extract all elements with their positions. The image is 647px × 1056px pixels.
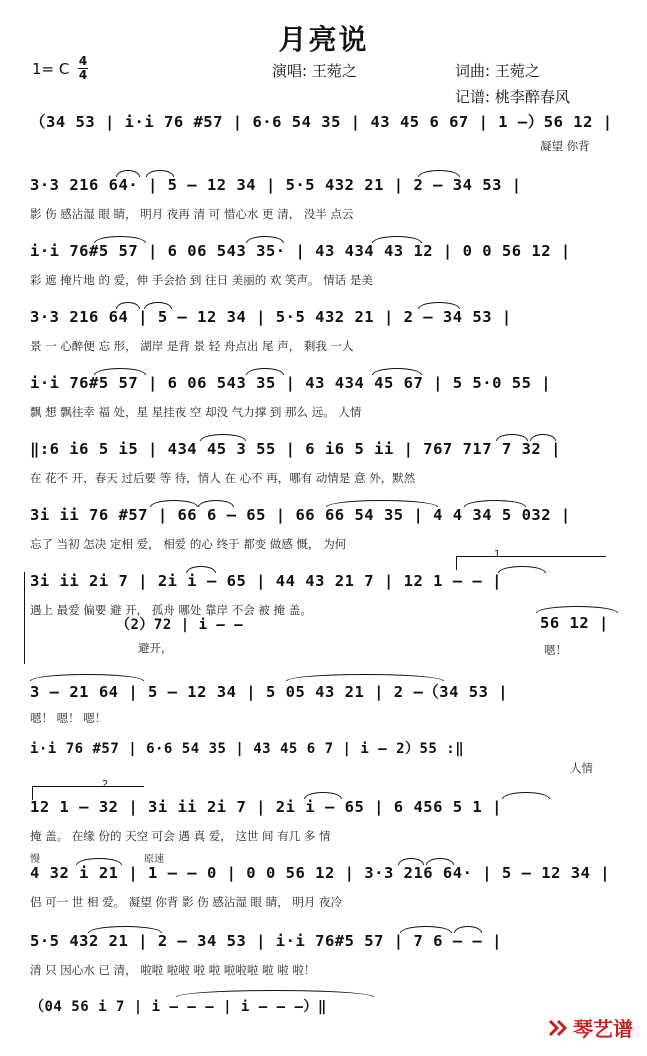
singer-credit: 演唱: 王菀之 [272, 62, 357, 80]
notation: i·i 76 #57 | 6·6 54 35 | 43 45 6 7 | i – 2）55 :‖ [30, 741, 465, 757]
tempo-slow-mark: 慢 [30, 854, 40, 865]
volta-second-line [32, 786, 144, 787]
notation: 3 – 21 64 | 5 – 12 34 | 5 05 43 21 | 2 –（34 53 | [30, 683, 509, 701]
volta-first-drop [456, 556, 457, 570]
notation: i·i 76#5 57 | 6 06 543 35 | 43 434 45 67 | 5 5·0 55 | [30, 374, 552, 392]
repeat-bracket [24, 572, 25, 664]
volta-second-number: 2 [102, 779, 109, 790]
composer-credit: 词曲: 王菀之 [455, 62, 540, 80]
notation: （04 56 i 7 | i – – – | i – – –）‖ [30, 999, 327, 1015]
notation: ‖:6 i6 5 i5 | 434 45 3 55 | 6 i6 5 ii | 767 717 7 32 | [30, 440, 561, 458]
notation-right: 56 12 | [540, 614, 609, 632]
lyric: 景 一 心醉便 忘 形， 湖岸 是背 景 轻 舟点出 尾 声， 剩我 一人 [30, 339, 354, 353]
tempo-original-mark: 原速 [144, 854, 164, 865]
notation: 3i ii 76 #57 | 66 6 – 65 | 66 66 54 35 | 4 4 34 5 032 | [30, 506, 571, 524]
lyric: 掩 盖。 在缘 份的 天空 可会 遇 真 爱， 这世 间 有几 多 情 [30, 829, 331, 843]
lyric: 避开， [138, 641, 173, 655]
notation: 3i ii 2i 7 | 2i i – 65 | 44 43 21 7 | 12 1 – – | [30, 572, 502, 590]
key-signature: 1= C [32, 60, 70, 78]
logo-text: 琴艺谱 [573, 1017, 633, 1041]
lyric-right: 嗯！ [544, 643, 567, 657]
notation: 5·5 432 21 | 2 – 34 53 | i·i 76#5 57 | 7 6 – – | [30, 932, 502, 950]
score-title: 月亮说 [278, 23, 369, 56]
time-signature-top: 4 [78, 54, 88, 68]
lyric: 影 伤 感沾湿 眼 睛， 明月 夜再 清 可 惜心水 更 清， 没半 点云 [30, 207, 354, 221]
time-signature [78, 56, 88, 81]
lyric: 遇上 最爱 偏要 避 开， 孤舟 哪处 靠岸 不会 被 掩 盖。 [30, 603, 312, 617]
lyric: 凝望 你背 [540, 139, 590, 153]
volta-first-number: 1 [494, 549, 501, 560]
lyric: 忘了 当初 怎决 定相 爱， 相爱 的心 终于 都变 做感 慨， 为何 [30, 537, 347, 551]
lyric: 清 只 因心水 已 清， 啦啦 啦啦 啦 啦 啦啦啦 啦 啦 啦！ [30, 963, 316, 977]
lyric: 人情 [570, 761, 593, 775]
site-logo [547, 1013, 633, 1042]
notation: 3·3 216 64 | 5 – 12 34 | 5·5 432 21 | 2 – 34 53 | [30, 308, 512, 326]
notation: 3·3 216 64· | 5 – 12 34 | 5·5 432 21 | 2 – 34 53 | [30, 176, 522, 194]
notation: 12 1 – 32 | 3i ii 2i 7 | 2i i – 65 | 6 456 5 1 | [30, 798, 502, 816]
lyric: 嗯！ 嗯！ 嗯！ [30, 711, 107, 725]
notation: （2）72 | i – – [116, 617, 244, 633]
time-signature-bottom: 4 [78, 68, 88, 82]
transcriber-credit: 记谱: 桃李醉春风 [455, 88, 570, 106]
lyric: 飘 想 飘往幸 福 处，星 星挂夜 空 却没 气力撑 到 那么 远。 人情 [30, 405, 362, 419]
lyric: 在 花不 开，春天 过后要 等 待，情人 在 心不 再，哪有 动情是 意 外，默然 [30, 471, 416, 485]
volta-first-line [456, 556, 606, 557]
notation: （34 53 | i·i 76 #57 | 6·6 54 35 | 43 45 6 67 | 1 –）56 12 | [30, 113, 613, 131]
lyric: 彩 遮 掩片地 的 爱，伸 手会拾 到 往日 美丽的 欢 笑声。 情话 是美 [30, 273, 373, 287]
notation: 4 32 i 21 | 1 – – 0 | 0 0 56 12 | 3·3 216 64· | 5 – 12 34 | [30, 864, 611, 882]
lyric: 侣 可一 世 相 爱。 凝望 你背 影 伤 感沾湿 眼 睛， 明月 夜冷 [30, 895, 343, 909]
logo-mark-icon [547, 1017, 569, 1039]
notation: i·i 76#5 57 | 6 06 543 35· | 43 434 43 12 | 0 0 56 12 | [30, 242, 571, 260]
